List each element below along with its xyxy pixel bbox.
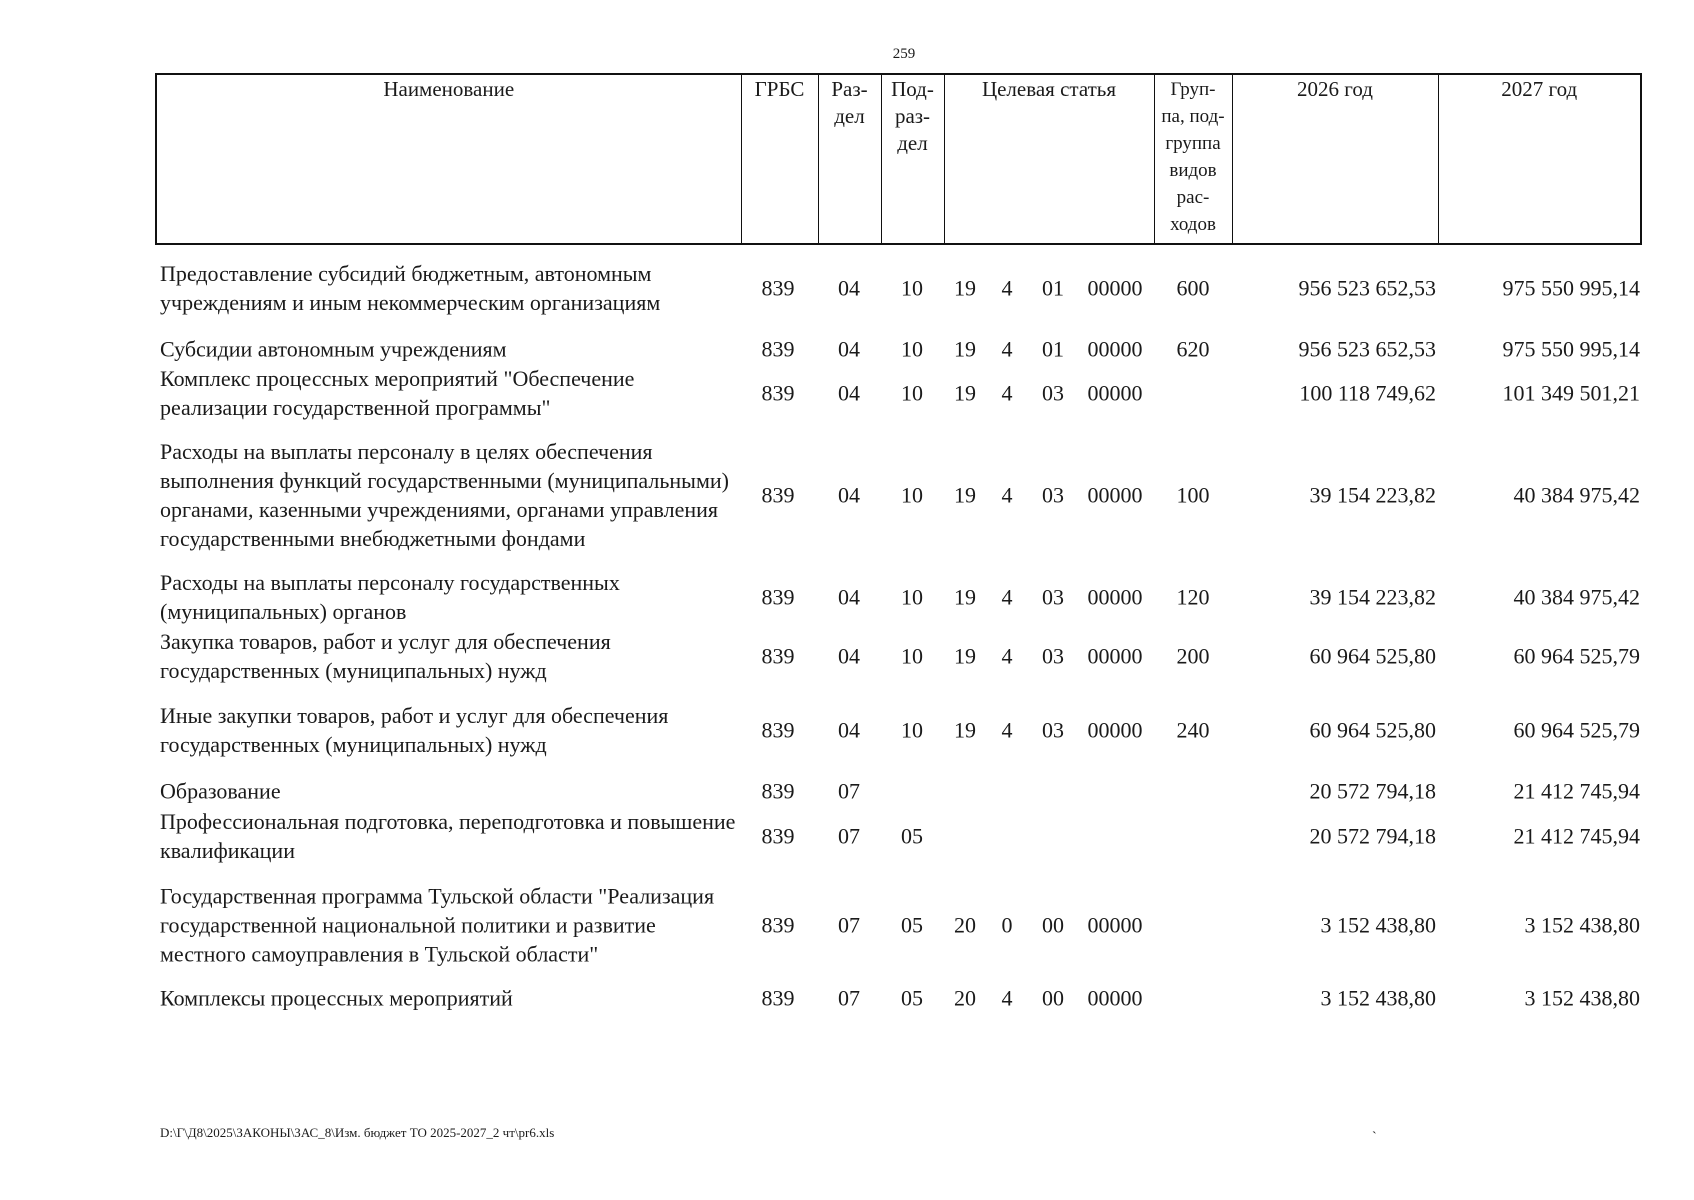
row-year-2027: 21 412 745,94 <box>1513 823 1640 849</box>
header-podrazdel: Под- раз- дел <box>881 74 944 244</box>
row-year-2027: 21 412 745,94 <box>1513 778 1640 804</box>
row-target-type: 4 <box>1001 482 1013 508</box>
row-target-event: 03 <box>1042 482 1064 508</box>
row-year-2027: 975 550 995,14 <box>1502 275 1640 301</box>
row-year-2026: 39 154 223,82 <box>1309 482 1436 508</box>
row-podrazdel: 10 <box>901 275 923 301</box>
row-target-program: 19 <box>954 336 976 362</box>
row-target-type: 4 <box>1001 643 1013 669</box>
row-year-2026: 39 154 223,82 <box>1309 584 1436 610</box>
row-target-direction: 00000 <box>1087 717 1143 743</box>
table-row <box>0 258 1694 318</box>
row-razdel: 04 <box>838 336 860 362</box>
header-razdel: Раз- дел <box>818 74 881 244</box>
row-target-type: 0 <box>1001 912 1013 938</box>
table-row <box>0 363 1694 423</box>
row-target-direction: 00000 <box>1087 336 1143 362</box>
row-target-event: 00 <box>1042 985 1064 1011</box>
table-row <box>0 422 1694 568</box>
row-razdel: 07 <box>838 823 860 849</box>
row-year-2026: 956 523 652,53 <box>1298 275 1436 301</box>
row-name: Образование <box>160 778 281 804</box>
footer-file-path: D:\Г\Д8\2025\ЗАКОНЫ\ЗАС_8\Изм. бюджет ТО 2025-2027_2 чт\pr6.xls <box>160 1125 555 1140</box>
row-podrazdel: 05 <box>901 912 923 938</box>
row-year-2026: 20 572 794,18 <box>1309 823 1436 849</box>
row-razdel: 07 <box>838 985 860 1011</box>
row-target-event: 03 <box>1042 380 1064 406</box>
row-year-2027: 40 384 975,42 <box>1513 584 1640 610</box>
row-target-direction: 00000 <box>1087 482 1143 508</box>
row-target-direction: 00000 <box>1087 643 1143 669</box>
row-year-2026: 20 572 794,18 <box>1309 778 1436 804</box>
row-target-event: 03 <box>1042 584 1064 610</box>
header-expense-group: Груп- па, под- группа видов рас- ходов <box>1154 74 1232 244</box>
table-row <box>0 334 1694 364</box>
row-razdel: 04 <box>838 482 860 508</box>
row-name: Закупка товаров, работ и услуг для обеспечения государственных (муниципальных) нужд <box>160 629 611 683</box>
row-target-program: 19 <box>954 275 976 301</box>
row-year-2027: 975 550 995,14 <box>1502 336 1640 362</box>
row-expense-group: 100 <box>1176 482 1210 508</box>
row-razdel: 07 <box>838 912 860 938</box>
row-expense-group: 200 <box>1176 643 1210 669</box>
row-target-event: 01 <box>1042 275 1064 301</box>
row-podrazdel: 10 <box>901 584 923 610</box>
row-year-2026: 60 964 525,80 <box>1309 717 1436 743</box>
row-podrazdel: 05 <box>901 985 923 1011</box>
page-number: 259 <box>892 46 916 62</box>
row-target-type: 4 <box>1001 380 1013 406</box>
row-grbs: 839 <box>761 380 795 406</box>
row-target-direction: 00000 <box>1087 275 1143 301</box>
row-grbs: 839 <box>761 584 795 610</box>
table-row <box>0 983 1694 1013</box>
row-year-2027: 3 152 438,80 <box>1524 912 1640 938</box>
header-target-article: Целевая статья <box>944 74 1154 244</box>
footer-mark: ` <box>1372 1130 1377 1145</box>
row-razdel: 04 <box>838 584 860 610</box>
row-expense-group: 120 <box>1176 584 1210 610</box>
row-name: Государственная программа Тульской области "Реализация государственной национальной политики и развитие местного самоуправления в Тульской области" <box>160 883 715 967</box>
header-year-2026: 2026 год <box>1232 74 1438 244</box>
row-razdel: 04 <box>838 717 860 743</box>
row-target-type: 4 <box>1001 336 1013 362</box>
header-name: Наименование <box>156 74 741 244</box>
row-target-type: 4 <box>1001 275 1013 301</box>
table-row <box>0 700 1694 760</box>
row-year-2026: 100 118 749,62 <box>1299 380 1436 406</box>
row-target-direction: 00000 <box>1087 912 1143 938</box>
row-target-program: 19 <box>954 643 976 669</box>
row-razdel: 04 <box>838 643 860 669</box>
row-target-program: 19 <box>954 482 976 508</box>
row-expense-group: 240 <box>1176 717 1210 743</box>
row-target-type: 4 <box>1001 584 1013 610</box>
table-row <box>0 567 1694 627</box>
row-target-program: 19 <box>954 717 976 743</box>
table-header <box>155 73 1642 245</box>
header-year-2027: 2027 год <box>1438 74 1641 244</box>
row-podrazdel: 10 <box>901 482 923 508</box>
row-target-program: 19 <box>954 380 976 406</box>
row-podrazdel: 10 <box>901 643 923 669</box>
row-grbs: 839 <box>761 823 795 849</box>
row-podrazdel: 10 <box>901 336 923 362</box>
row-target-direction: 00000 <box>1087 985 1143 1011</box>
row-target-program: 20 <box>954 985 976 1011</box>
row-name: Комплекс процессных мероприятий "Обеспечение реализации государственной программы" <box>160 366 635 420</box>
row-year-2026: 956 523 652,53 <box>1298 336 1436 362</box>
row-year-2027: 60 964 525,79 <box>1513 643 1640 669</box>
row-name: Иные закупки товаров, работ и услуг для обеспечения государственных (муниципальных) нужд <box>160 703 669 757</box>
row-target-direction: 00000 <box>1087 380 1143 406</box>
row-target-event: 01 <box>1042 336 1064 362</box>
row-name: Профессиональная подготовка, переподготовка и повышение квалификации <box>160 809 736 863</box>
row-razdel: 04 <box>838 380 860 406</box>
row-grbs: 839 <box>761 912 795 938</box>
row-podrazdel: 10 <box>901 717 923 743</box>
row-name: Расходы на выплаты персоналу в целях обеспечения выполнения функций государственными (муниципальными) органами, казенными учреждениями, органами управления государственными внебюджетными фондами <box>160 439 729 551</box>
row-grbs: 839 <box>761 643 795 669</box>
row-name: Субсидии автономным учреждениям <box>160 336 507 362</box>
row-expense-group: 600 <box>1176 275 1210 301</box>
row-year-2027: 3 152 438,80 <box>1524 985 1640 1011</box>
table-row <box>0 776 1694 806</box>
row-year-2026: 60 964 525,80 <box>1309 643 1436 669</box>
row-name: Предоставление субсидий бюджетным, автономным учреждениям и иным некоммерческим организациям <box>160 261 661 315</box>
row-year-2027: 60 964 525,79 <box>1513 717 1640 743</box>
row-year-2027: 40 384 975,42 <box>1513 482 1640 508</box>
row-podrazdel: 05 <box>901 823 923 849</box>
row-target-program: 19 <box>954 584 976 610</box>
row-grbs: 839 <box>761 482 795 508</box>
row-year-2026: 3 152 438,80 <box>1320 985 1436 1011</box>
row-target-event: 03 <box>1042 717 1064 743</box>
row-razdel: 07 <box>838 778 860 804</box>
row-target-event: 03 <box>1042 643 1064 669</box>
row-podrazdel: 10 <box>901 380 923 406</box>
row-target-program: 20 <box>954 912 976 938</box>
row-year-2026: 3 152 438,80 <box>1320 912 1436 938</box>
row-name: Комплексы процессных мероприятий <box>160 985 513 1011</box>
row-target-event: 00 <box>1042 912 1064 938</box>
row-grbs: 839 <box>761 336 795 362</box>
table-row <box>0 880 1694 970</box>
table-row <box>0 626 1694 686</box>
row-grbs: 839 <box>761 275 795 301</box>
row-name: Расходы на выплаты персоналу государственных (муниципальных) органов <box>160 570 620 624</box>
row-target-type: 4 <box>1001 717 1013 743</box>
header-grbs: ГРБС <box>741 74 818 244</box>
row-target-type: 4 <box>1001 985 1013 1011</box>
row-target-direction: 00000 <box>1087 584 1143 610</box>
row-grbs: 839 <box>761 778 795 804</box>
row-grbs: 839 <box>761 717 795 743</box>
row-razdel: 04 <box>838 275 860 301</box>
row-grbs: 839 <box>761 985 795 1011</box>
row-expense-group: 620 <box>1176 336 1210 362</box>
row-year-2027: 101 349 501,21 <box>1502 380 1640 406</box>
table-row <box>0 806 1694 866</box>
